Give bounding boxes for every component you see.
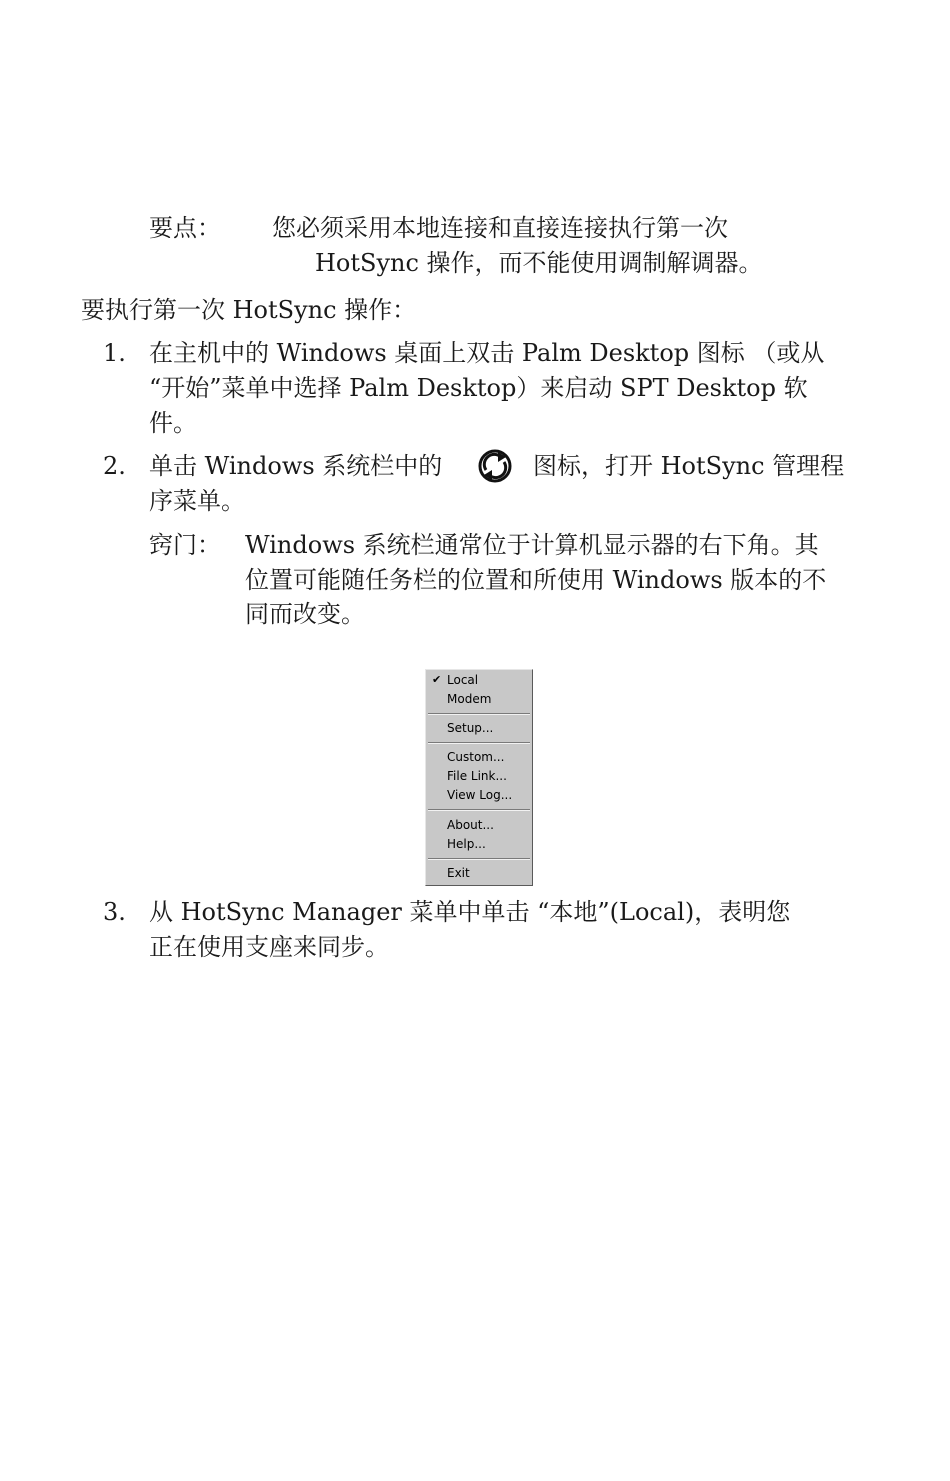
menu-item-modem[interactable]: Modem	[447, 692, 492, 706]
menu-separator	[428, 809, 530, 811]
hotsync-icon	[476, 447, 514, 485]
step-3-number: 3.	[103, 898, 126, 926]
menu-item-file-link[interactable]: File Link...	[447, 769, 507, 783]
step-1-number: 1.	[103, 339, 126, 367]
menu-item-view-log[interactable]: View Log...	[447, 788, 513, 802]
tip-line-3: 同而改变。	[245, 600, 365, 628]
important-line-2: HotSync 操作，而不能使用调制解调器。	[315, 249, 763, 277]
step-1-line-2: “开始”菜单中选择 Palm Desktop）来启动 SPT Desktop 软	[149, 374, 808, 402]
step-1-line-3: 件。	[149, 409, 197, 437]
menu-separator	[428, 713, 530, 715]
menu-item-help[interactable]: Help...	[447, 837, 486, 851]
menu-item-setup[interactable]: Setup...	[447, 721, 494, 735]
hotsync-context-menu	[425, 669, 533, 886]
checkmark-icon: ✔	[432, 673, 442, 686]
step-2-line-1-after: 图标，打开 HotSync 管理程	[533, 452, 845, 480]
menu-item-exit[interactable]: Exit	[447, 866, 470, 880]
step-3-line-1: 从 HotSync Manager 菜单中单击 “本地”(Local)，表明您	[149, 898, 791, 926]
tip-line-2: 位置可能随任务栏的位置和所使用 Windows 版本的不	[245, 566, 827, 594]
step-2-line-1-before: 单击 Windows 系统栏中的	[149, 452, 443, 480]
procedure-intro: 要执行第一次 HotSync 操作：	[81, 296, 417, 324]
step-3-line-2: 正在使用支座来同步。	[149, 933, 389, 961]
menu-separator	[428, 742, 530, 744]
important-label: 要点：	[149, 214, 221, 242]
menu-item-about[interactable]: About...	[447, 818, 494, 832]
menu-item-custom[interactable]: Custom...	[447, 750, 505, 764]
step-2-line-2: 序菜单。	[149, 487, 245, 515]
menu-separator	[428, 858, 530, 860]
step-1-line-1: 在主机中的 Windows 桌面上双击 Palm Desktop 图标 （或从	[149, 339, 825, 367]
tip-label: 窍门：	[149, 531, 221, 559]
important-line-1: 您必须采用本地连接和直接连接执行第一次	[272, 214, 728, 242]
step-2-number: 2.	[103, 452, 126, 480]
tip-line-1: Windows 系统栏通常位于计算机显示器的右下角。其	[245, 531, 819, 559]
menu-item-local[interactable]: Local	[447, 673, 479, 687]
